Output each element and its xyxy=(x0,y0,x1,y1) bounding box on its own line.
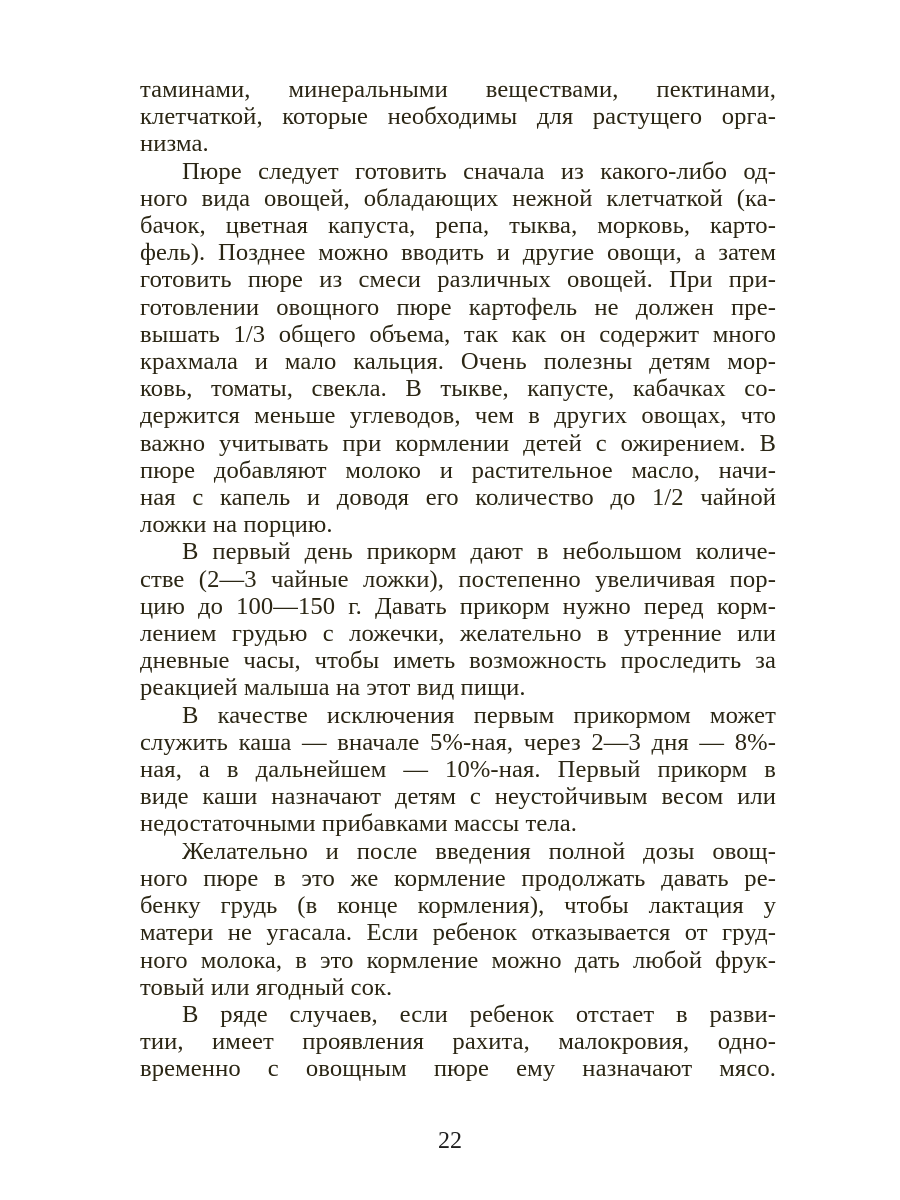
text-line: бачок, цветная капуста, репа, тыква, морковь, карто- xyxy=(140,212,776,240)
text-line: виде каши назначают детям с неустойчивым весом или xyxy=(140,783,776,811)
text-line: недостаточными прибавками массы тела. xyxy=(140,810,577,838)
text-line: пюре добавляют молоко и растительное масло, начи- xyxy=(140,456,776,484)
text-line: ного пюре в это же кормление продолжать давать ре- xyxy=(140,864,776,892)
text-line: В ряде случаев, если ребенок отстает в разви- xyxy=(182,1000,776,1028)
text-line: важно учитывать при кормлении детей с ожирением. В xyxy=(140,429,776,457)
paragraph-breastfeeding xyxy=(140,838,776,1001)
text-line: товый или ягодный сок. xyxy=(140,973,393,1001)
text-line: В первый день прикорм дают в небольшом количе- xyxy=(182,538,776,566)
text-line: таминами, минеральными веществами, пектинами, xyxy=(140,76,776,103)
text-line: низма. xyxy=(140,130,209,158)
paragraph-meat xyxy=(140,1001,776,1083)
page-body xyxy=(140,76,776,1083)
text-line: Пюре следует готовить сначала из какого-либо од- xyxy=(182,157,776,185)
text-line: держится меньше углеводов, чем в других овощах, что xyxy=(140,402,776,430)
text-line: реакцией малыша на этот вид пищи. xyxy=(140,674,526,702)
text-line: цию до 100—150 г. Давать прикорм нужно перед корм- xyxy=(140,592,776,620)
text-line: готовлении овощного пюре картофель не должен пре- xyxy=(140,293,776,321)
text-line: служить каша — вначале 5%-ная, через 2—3 дня — 8%- xyxy=(140,728,776,756)
text-line: ная с капель и доводя его количество до 1/2 чайной xyxy=(140,484,776,512)
page-number: 22 xyxy=(438,1128,462,1154)
text-line: вышать 1/3 общего объема, так как он содержит много xyxy=(140,320,776,348)
text-line: Желательно и после введения полной дозы овощ- xyxy=(182,837,776,865)
text-line: клетчаткой, которые необходимы для растущего орга- xyxy=(140,103,776,131)
text-line: фель). Позднее можно вводить и другие овощи, а затем xyxy=(140,239,776,267)
text-line: бенку грудь (в конце кормления), чтобы лактация у xyxy=(140,892,776,920)
text-line: стве (2—3 чайные ложки), постепенно увеличивая пор- xyxy=(140,565,776,593)
text-line: ложки на порцию. xyxy=(140,511,333,539)
text-line: крахмала и мало кальция. Очень полезны детям мор- xyxy=(140,348,776,376)
text-line: готовить пюре из смеси различных овощей. При при- xyxy=(140,266,776,294)
paragraph-first-day xyxy=(140,538,776,701)
text-line: ковь, томаты, свекла. В тыкве, капусте, кабачках со- xyxy=(140,375,776,403)
text-line: ного вида овощей, обладающих нежной клетчаткой (ка- xyxy=(140,184,776,212)
text-line: матери не угасала. Если ребенок отказывается от груд- xyxy=(140,919,776,947)
text-line: лением грудью с ложечки, желательно в утренние или xyxy=(140,620,776,648)
text-line: дневные часы, чтобы иметь возможность проследить за xyxy=(140,647,776,675)
text-line: ного молока, в это кормление можно дать любой фрук- xyxy=(140,946,776,974)
text-line: В качестве исключения первым прикормом может xyxy=(182,701,776,729)
paragraph-puree xyxy=(140,158,776,539)
text-line: тии, имеет проявления рахита, малокровия, одно- xyxy=(140,1028,776,1056)
text-line: ная, а в дальнейшем — 10%-ная. Первый прикорм в xyxy=(140,756,776,784)
paragraph-continued xyxy=(140,76,776,158)
text-line: временно с овощным пюре ему назначают мясо. xyxy=(140,1055,776,1083)
paragraph-porridge xyxy=(140,702,776,838)
